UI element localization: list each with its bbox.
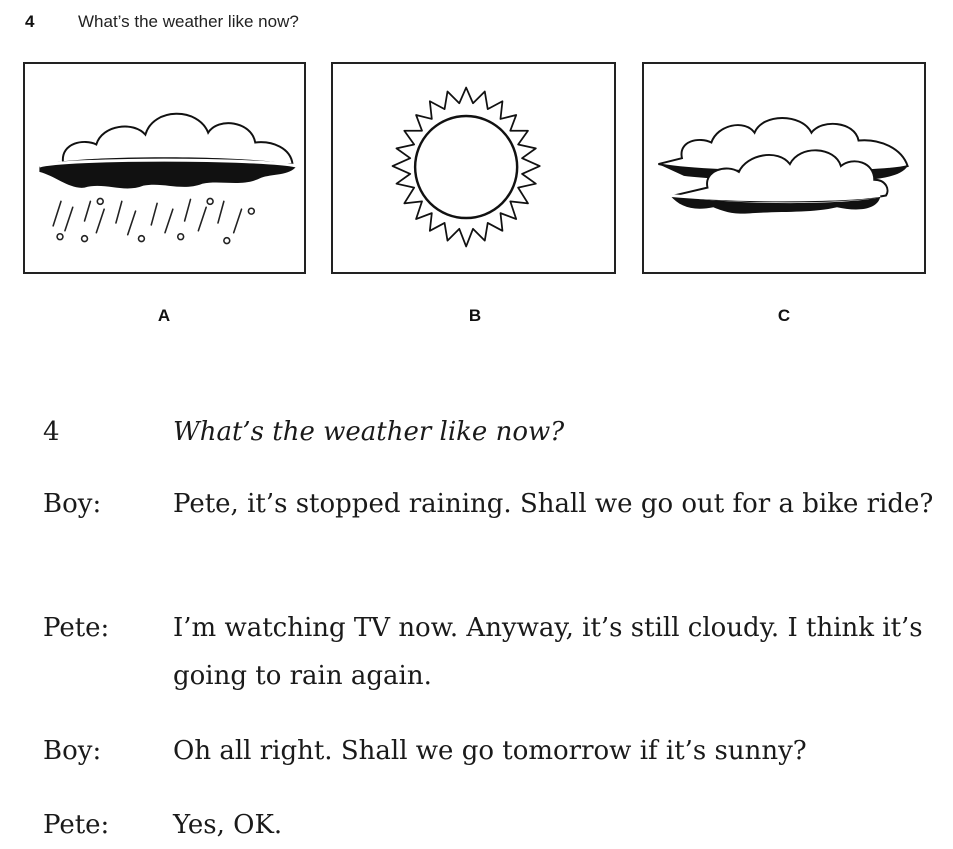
rain-cloud-icon [25,64,304,272]
speaker-label: Pete: [43,613,110,643]
option-b-frame[interactable] [331,62,616,274]
dialogue-line: Yes, OK. [173,810,283,840]
sun-icon [333,64,614,272]
clouds-icon [644,64,924,272]
dialogue-line: I’m watching TV now. Anyway, it’s still cloudy. I think it’s going to rain again. [173,613,923,691]
speaker-label: Boy: [43,736,102,766]
speaker-label: Pete: [43,810,110,840]
question-number: 4 [25,12,35,31]
question-text: What’s the weather like now? [78,12,299,31]
dialogue-line: Pete, it’s stopped raining. Shall we go out for a bike ride? [173,489,934,519]
option-b-label: B [468,306,482,325]
dialogue-line: Oh all right. Shall we go tomorrow if it’s sunny? [173,736,807,766]
option-a-label: A [157,306,171,325]
option-c-frame[interactable] [642,62,926,274]
speaker-label: Boy: [43,489,102,519]
option-c-label: C [777,306,791,325]
option-a-frame[interactable] [23,62,306,274]
transcript-question: What’s the weather like now? [173,417,565,447]
transcript-number: 4 [43,417,60,447]
